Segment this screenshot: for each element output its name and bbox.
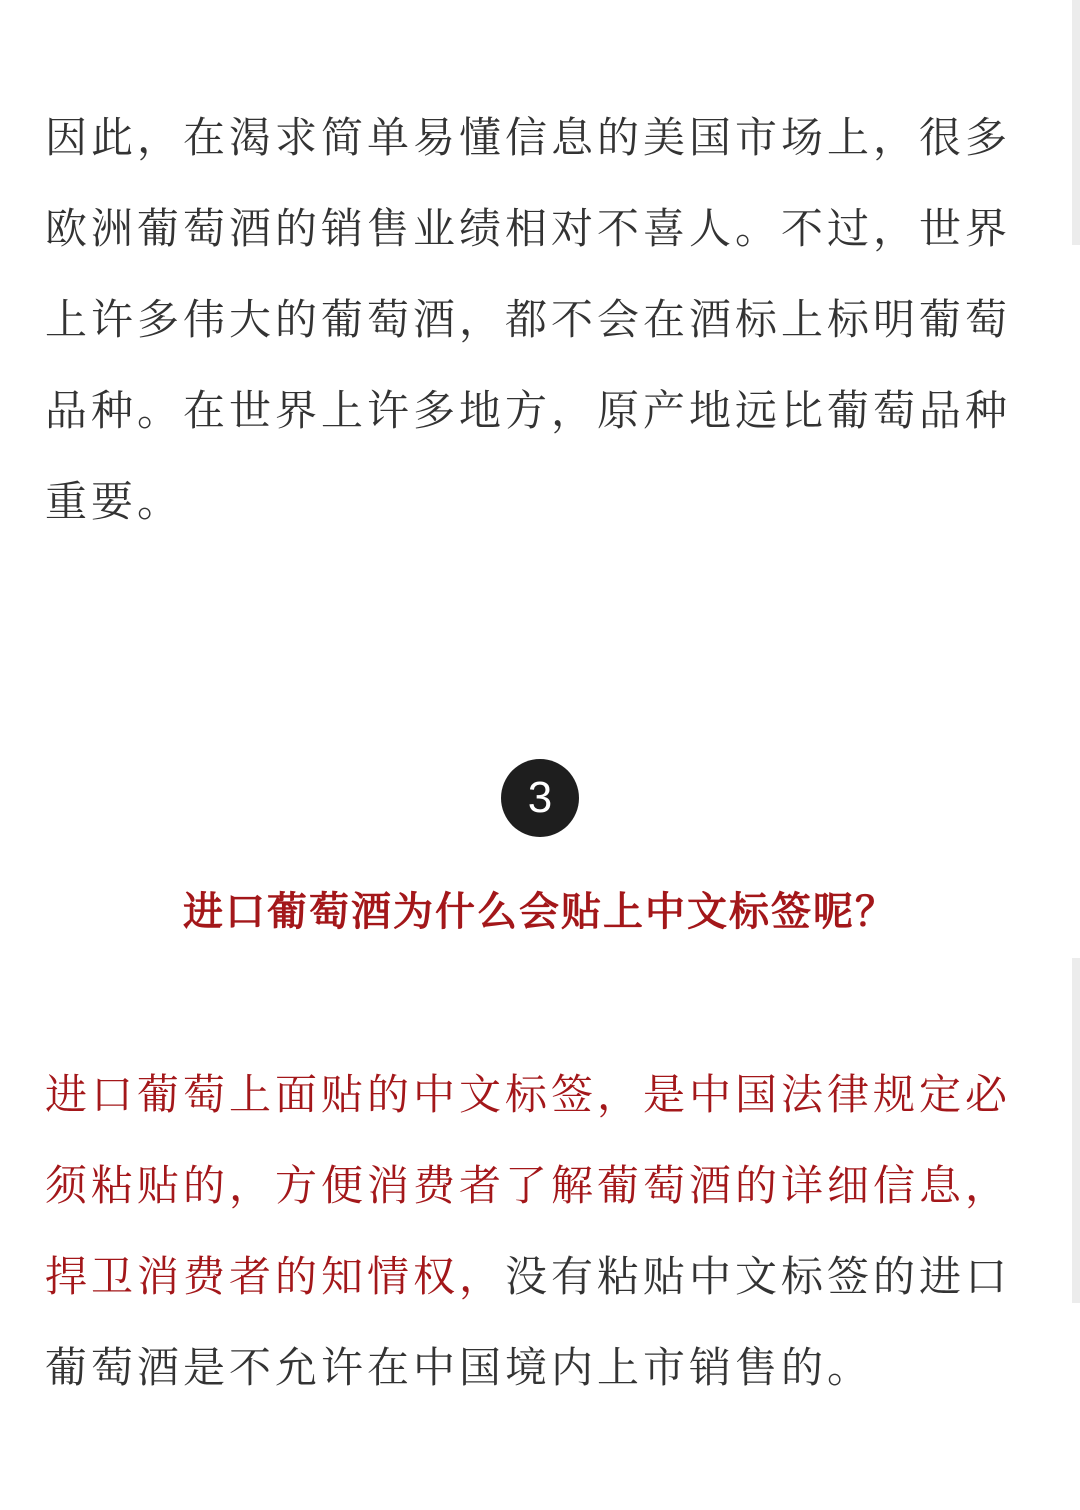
section-title: 进口葡萄酒为什么会贴上中文标签呢？: [183, 889, 897, 935]
paragraph-highlight-text: 进口葡萄上面贴的中文标签，是中国法律规定必须粘贴的，方便消费者了解葡萄酒的详细信息，捍卫消费者的知情权，: [45, 1070, 1012, 1301]
scroll-edge-middle: [1072, 958, 1080, 1303]
scroll-edge-top: [1072, 0, 1080, 245]
paragraph-chinese-label: [45, 1049, 1035, 1413]
section-number-badge: 3: [501, 759, 579, 837]
paragraph-grape-variety: 因此，在渴求简单易懂信息的美国市场上，很多欧洲葡萄酒的销售业绩相对不喜人。不过，世界上许多伟大的葡萄酒，都不会在酒标上标明葡萄品种。在世界上许多地方，原产地远比葡萄品种重要。: [45, 113, 1012, 526]
paragraph-regular-text: 没有粘贴中文标签的进口葡萄酒是不允许在中国境内上市销售的。: [45, 1252, 1012, 1392]
